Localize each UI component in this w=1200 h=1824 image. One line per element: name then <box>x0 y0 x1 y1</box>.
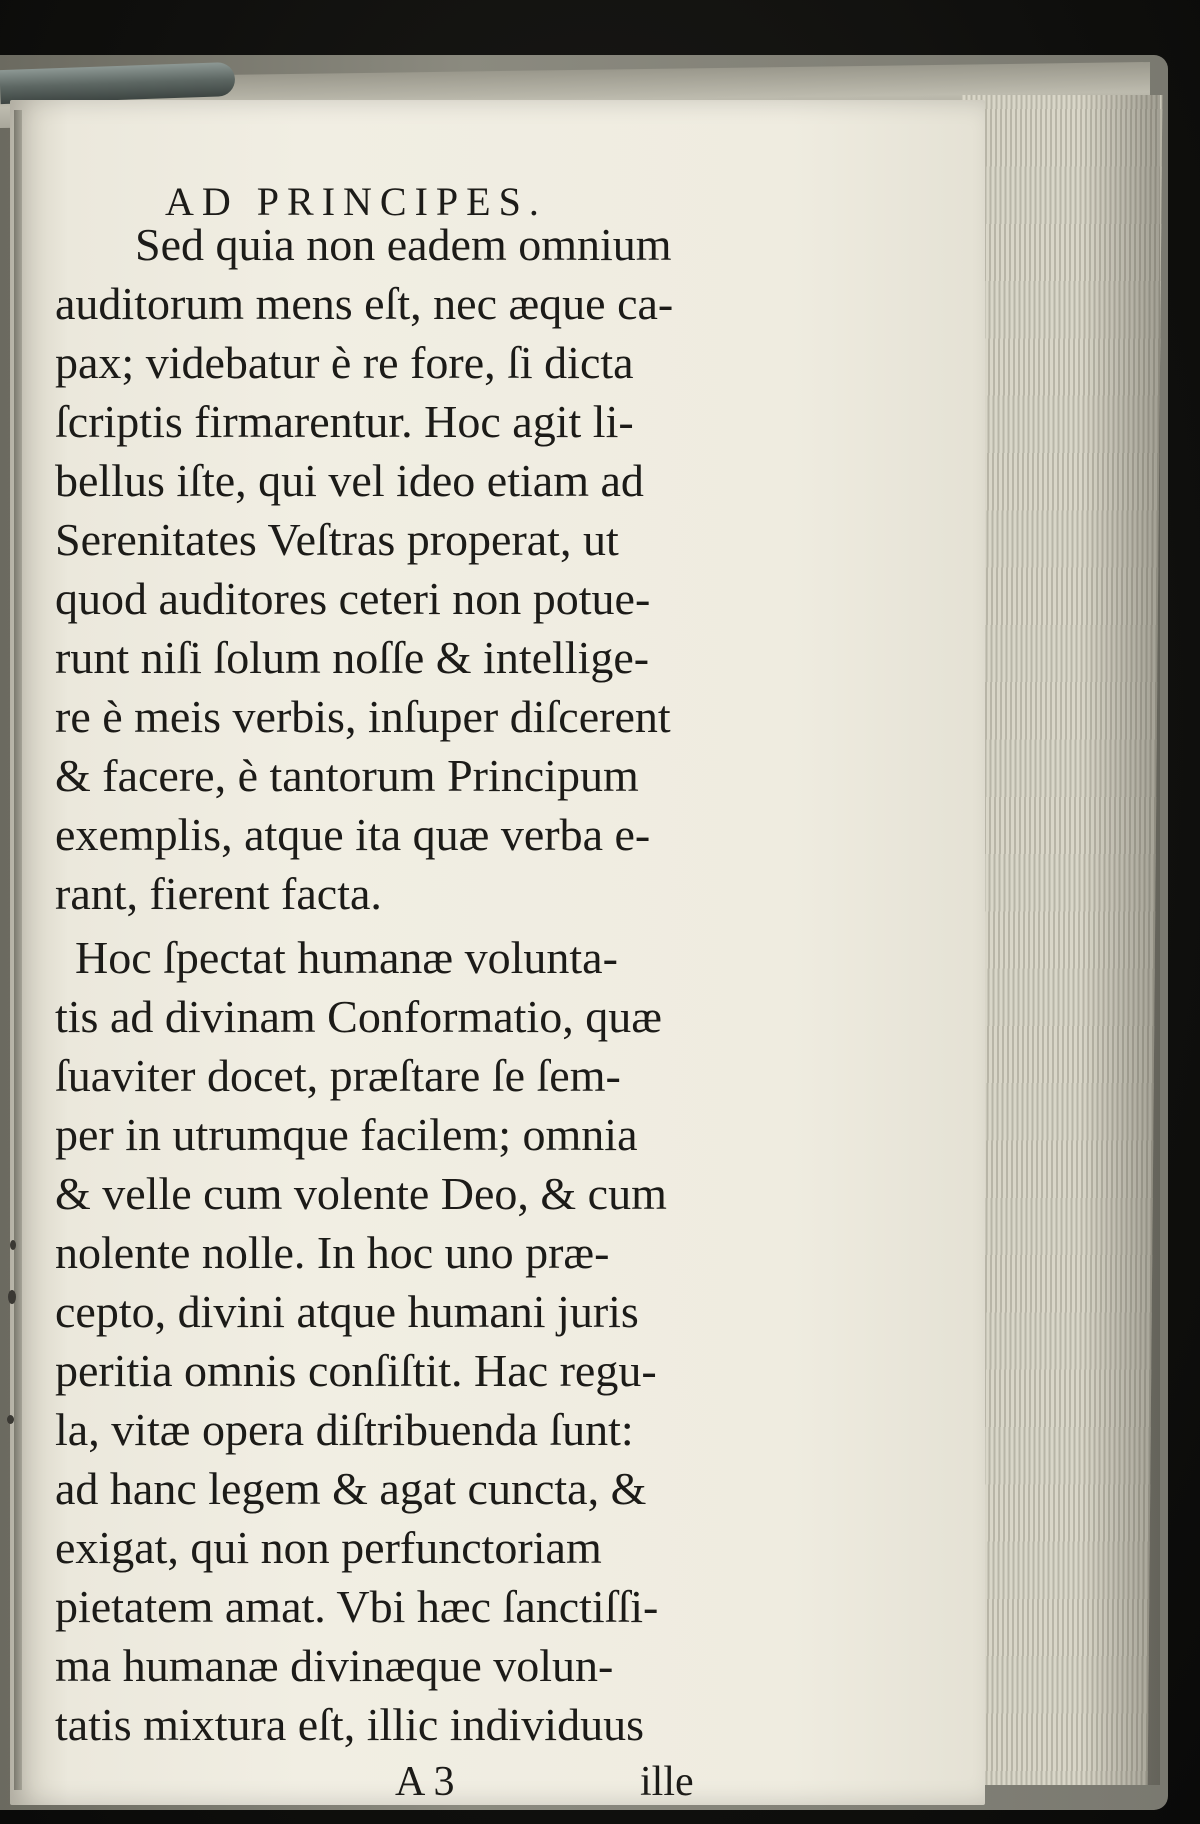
text-line: quod auditores ceteri non potue- <box>55 573 651 624</box>
text-line: pietatem amat. Vbi hæc ſanctiſſi- <box>55 1581 659 1632</box>
text-line: & velle cum volente Deo, & cum <box>55 1168 667 1219</box>
text-line: ma humanæ divinæque volun- <box>55 1640 614 1691</box>
text-line: runt niſi ſolum noſſe & intellige- <box>55 632 650 683</box>
ink-speck <box>7 1415 14 1424</box>
fore-edge-shadow <box>1080 95 1160 1785</box>
text-line: ſcriptis firmarentur. Hoc agit li- <box>55 396 634 447</box>
catchword: ille <box>640 1759 694 1805</box>
text-line: exigat, qui non perfunctoriam <box>55 1522 602 1573</box>
signature-mark: A 3 <box>395 1759 455 1805</box>
text-line: Sed quia non eadem omnium <box>135 219 672 270</box>
text-line: bellus iſte, qui vel ideo etiam ad <box>55 455 644 506</box>
text-line: re è meis verbis, inſuper diſcerent <box>55 691 671 742</box>
text-line: exemplis, atque ita quæ verba e- <box>55 809 651 860</box>
ink-speck <box>10 1240 16 1250</box>
text-line: per in utrumque facilem; omnia <box>55 1109 638 1160</box>
ink-speck <box>8 1290 16 1304</box>
text-line: la, vitæ opera diſtribuenda ſunt: <box>55 1404 634 1455</box>
page-gutter <box>14 110 22 1790</box>
text-line: Serenitates Veſtras properat, ut <box>55 514 619 565</box>
text-line: nolente nolle. In hoc uno præ- <box>55 1227 610 1278</box>
text-line: rant, fierent facta. <box>55 868 382 919</box>
running-head: AD PRINCIPES. <box>165 179 547 224</box>
text-line: cepto, divini atque humani juris <box>55 1286 639 1337</box>
text-line: ad hanc legem & agat cuncta, & <box>55 1463 647 1514</box>
text-line: pax; videbatur è re fore, ſi dicta <box>55 337 634 388</box>
text-line: Hoc ſpectat humanæ volunta- <box>75 932 618 983</box>
text-line: tis ad divinam Conformatio, quæ <box>55 991 662 1042</box>
text-line: auditorum mens eſt, nec æque ca- <box>55 278 674 329</box>
text-line: peritia omnis conſiſtit. Hac regu- <box>55 1345 657 1396</box>
text-line: & facere, è tantorum Principum <box>55 750 639 801</box>
text-line: tatis mixtura eſt, illic individuus <box>55 1699 644 1750</box>
text-line: ſuaviter docet, præſtare ſe ſem- <box>55 1050 621 1101</box>
